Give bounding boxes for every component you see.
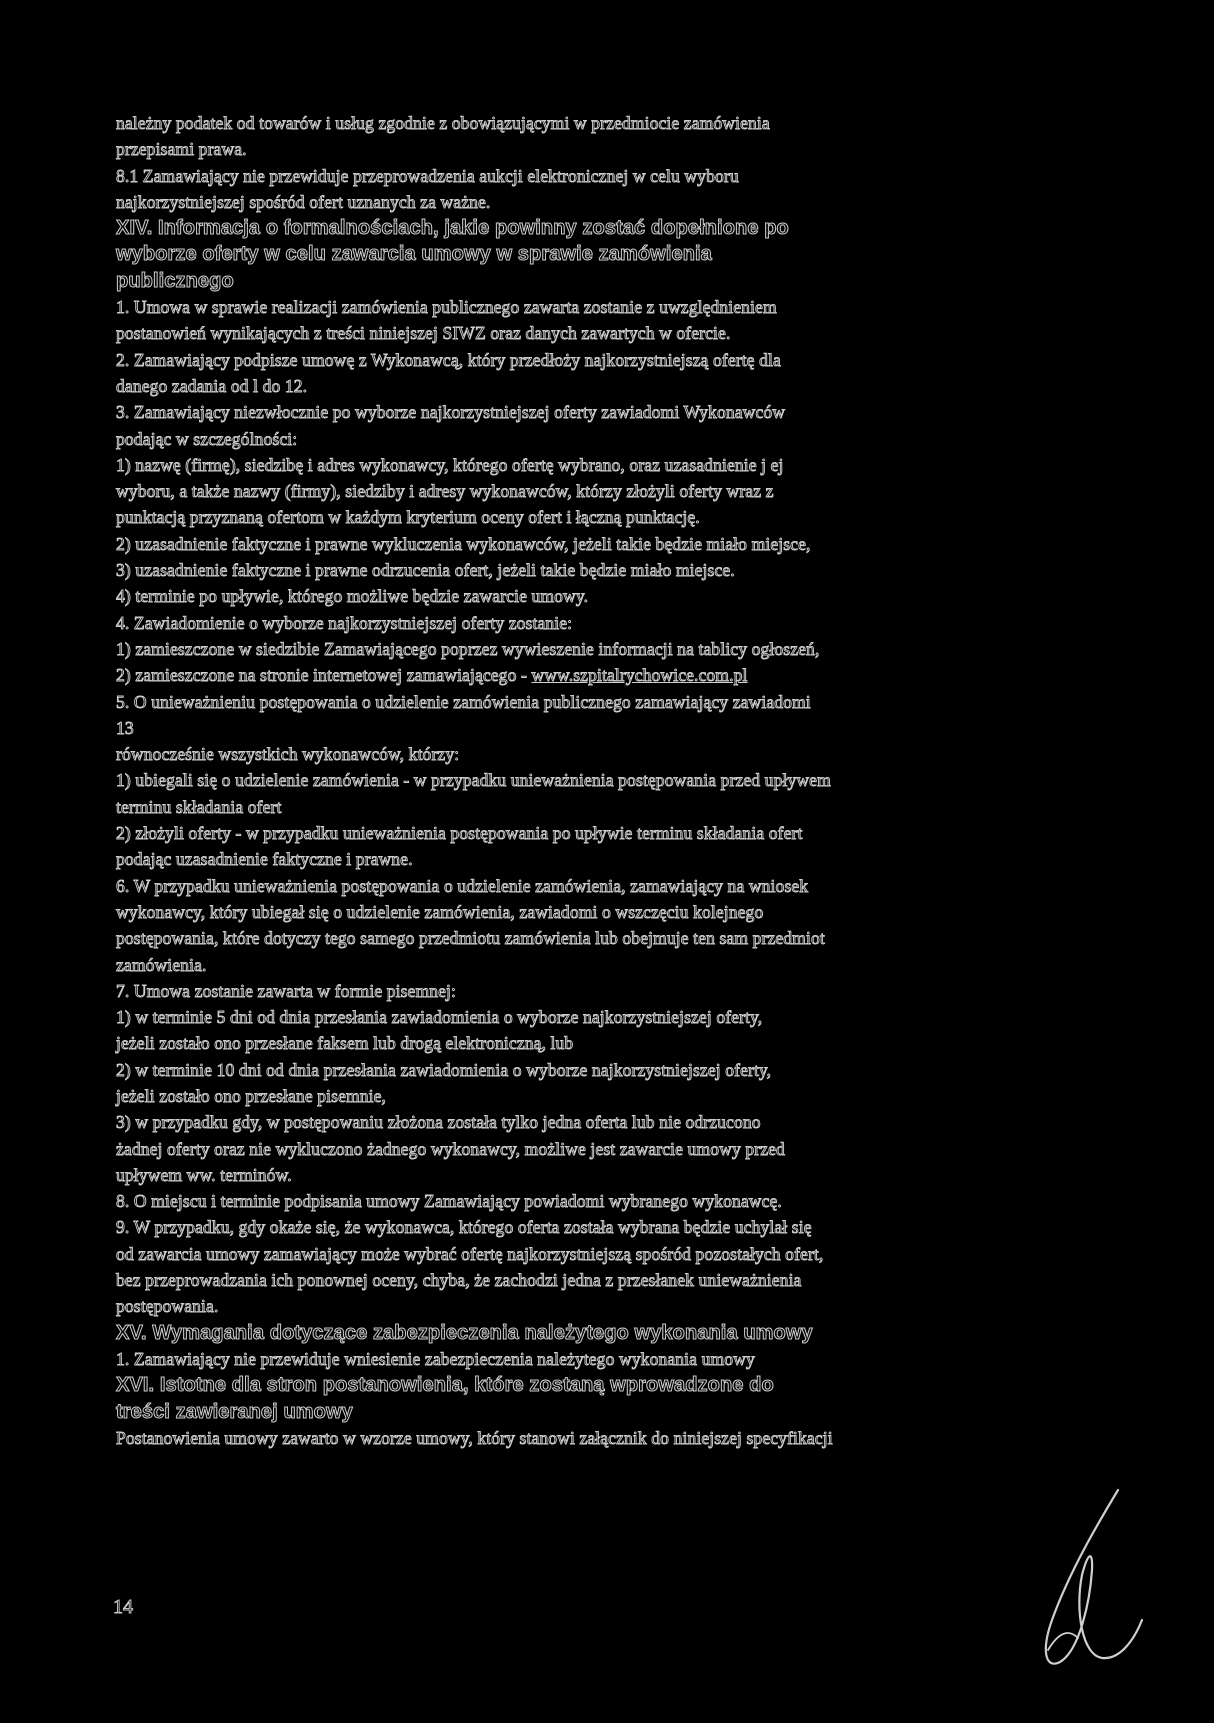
text-line: od zawarcia umowy zamawiający może wybrać ofertę najkorzystniejszą spośród pozostałych ofert, — [116, 1243, 824, 1264]
website-link[interactable]: www.szpitalrychowice.com.pl — [531, 665, 748, 686]
text-line: 1. Zamawiający nie przewiduje wniesienie zabezpieczenia należytego wykonania umowy — [116, 1348, 755, 1369]
text-line: 1) ubiegali się o udzielenie zamówienia - w przypadku unieważnienia postępowania przed upływem — [116, 770, 831, 791]
section-heading: XIV. Informacja o formalnościach, jakie powinny zostać dopełnione po — [116, 217, 789, 240]
text-line: żadnej oferty oraz nie wykluczono żadnego wykonawcy, możliwe jest zawarcie umowy przed — [116, 1138, 785, 1159]
text-line: 2) zamieszczone na stronie internetowej zamawiającego - www.szpitalrychowice.com.pl — [116, 665, 748, 686]
text-line: 2. Zamawiający podpisze umowę z Wykonawcą, który przedłoży najkorzystniejszą ofertę dla — [116, 349, 781, 370]
section-heading: XV. Wymagania dotyczące zabezpieczenia należytego wykonania umowy — [116, 1321, 813, 1344]
document-body — [116, 110, 1036, 1451]
text-line: 7. Umowa zostanie zawarta w formie pisemnej: — [116, 980, 457, 1001]
text-line: podając w szczególności: — [116, 428, 298, 449]
section-heading: treści zawieranej umowy — [116, 1400, 353, 1423]
section-heading: XVI. Istotne dla stron postanowienia, które zostaną wprowadzone do — [116, 1374, 774, 1397]
text-line: bez przeprowadzania ich ponownej oceny, chyba, że zachodzi jedna z przesłanek unieważnienia — [116, 1270, 802, 1291]
text-line: 1) w terminie 5 dni od dnia przesłania zawiadomienia o wyborze najkorzystniejszej oferty, — [116, 1007, 763, 1028]
signature-mark — [1030, 1480, 1150, 1680]
text-line: danego zadania od l do 12. — [116, 375, 308, 396]
page-number: 14 — [113, 1596, 133, 1618]
text-line: 1) nazwę (firmę), siedzibę i adres wykonawcy, którego ofertę wybrano, oraz uzasadnienie j ej — [116, 454, 784, 475]
text-line: 5. O unieważnieniu postępowania o udzielenie zamówienia publicznego zamawiający zawiadomi — [116, 691, 811, 712]
text-line: 9. W przypadku, gdy okaże się, że wykonawca, którego oferta została wybrana będzie uchylał się — [116, 1217, 812, 1238]
text-line: jeżeli zostało ono przesłane faksem lub drogą elektroniczną, lub — [116, 1033, 574, 1054]
text-line: 6. W przypadku unieważnienia postępowania o udzielenie zamówienia, zamawiający na wniosek — [116, 875, 809, 896]
text-line: 13 — [116, 717, 134, 738]
text-line: 4) terminie po upływie, którego możliwe będzie zawarcie umowy. — [116, 586, 589, 607]
text-line: punktacją przyznaną ofertom w każdym kryterium oceny ofert i łączną punktację. — [116, 507, 700, 528]
section-heading: wyborze oferty w celu zawarcia umowy w sprawie zamówienia — [116, 243, 712, 266]
text-line: postępowania, które dotyczy tego samego przedmiotu zamówienia lub obejmuje ten sam przedmiot — [116, 928, 825, 949]
text-line: 3) uzasadnienie faktyczne i prawne odrzucenia ofert, jeżeli takie będzie miało miejsce. — [116, 560, 735, 581]
text-line: wykonawcy, który ubiegał się o udzielenie zamówienia, zawiadomi o wszczęciu kolejnego — [116, 901, 764, 922]
section-heading: publicznego — [116, 269, 234, 292]
text-line: 2) uzasadnienie faktyczne i prawne wykluczenia wykonawców, jeżeli takie będzie miało miejsce, — [116, 533, 811, 554]
text-line: jeżeli zostało ono przesłane pisemnie, — [116, 1085, 387, 1106]
text-line: 4. Zawiadomienie o wyborze najkorzystniejszej oferty zostanie: — [116, 612, 573, 633]
text-line: należny podatek od towarów i usług zgodnie z obowiązującymi w przedmiocie zamówienia — [116, 113, 770, 133]
text-line: upływem ww. terminów. — [116, 1164, 292, 1185]
text-line: 8.1 Zamawiający nie przewiduje przeprowadzenia aukcji elektronicznej w celu wyboru — [116, 165, 739, 186]
text-line: 3. Zamawiający niezwłocznie po wyborze najkorzystniejszej oferty zawiadomi Wykonawców — [116, 402, 786, 423]
text-line: najkorzystniejszej spośród ofert uznanych za ważne. — [116, 191, 491, 212]
text-line: przepisami prawa. — [116, 139, 247, 160]
text-line: terminu składania ofert — [116, 796, 282, 817]
text-line: podając uzasadnienie faktyczne i prawne. — [116, 849, 413, 870]
text-line: 8. O miejscu i terminie podpisania umowy Zamawiający powiadomi wybranego wykonawcę. — [116, 1191, 782, 1212]
text-line: 2) w terminie 10 dni od dnia przesłania zawiadomienia o wyborze najkorzystniejszej oferty, — [116, 1059, 772, 1080]
text-line: 1) zamieszczone w siedzibie Zamawiającego poprzez wywieszenie informacji na tablicy ogłoszeń, — [116, 638, 820, 659]
text-line: Postanowienia umowy zawarto w wzorze umowy, który stanowi załącznik do niniejszej specyfikacji — [116, 1427, 833, 1448]
text-line: postanowień wynikających z treści niniejszej SIWZ oraz danych zawartych w ofercie. — [116, 323, 731, 344]
text-line: 2) złożyli oferty - w przypadku unieważnienia postępowania po upływie terminu składania ofert — [116, 823, 803, 844]
text-line: wyboru, a także nazwy (firmy), siedziby i adresy wykonawców, którzy złożyli oferty wraz z — [116, 481, 774, 502]
text-line: równocześnie wszystkich wykonawców, którzy: — [116, 744, 460, 765]
text-line: postępowania. — [116, 1296, 219, 1317]
text-line: zamówienia. — [116, 954, 207, 975]
text-line: 1. Umowa w sprawie realizacji zamówienia publicznego zawarta zostanie z uwzględnieniem — [116, 297, 777, 318]
text-line: 3) w przypadku gdy, w postępowaniu złożona została tylko jedna oferta lub nie odrzucono — [116, 1112, 761, 1133]
